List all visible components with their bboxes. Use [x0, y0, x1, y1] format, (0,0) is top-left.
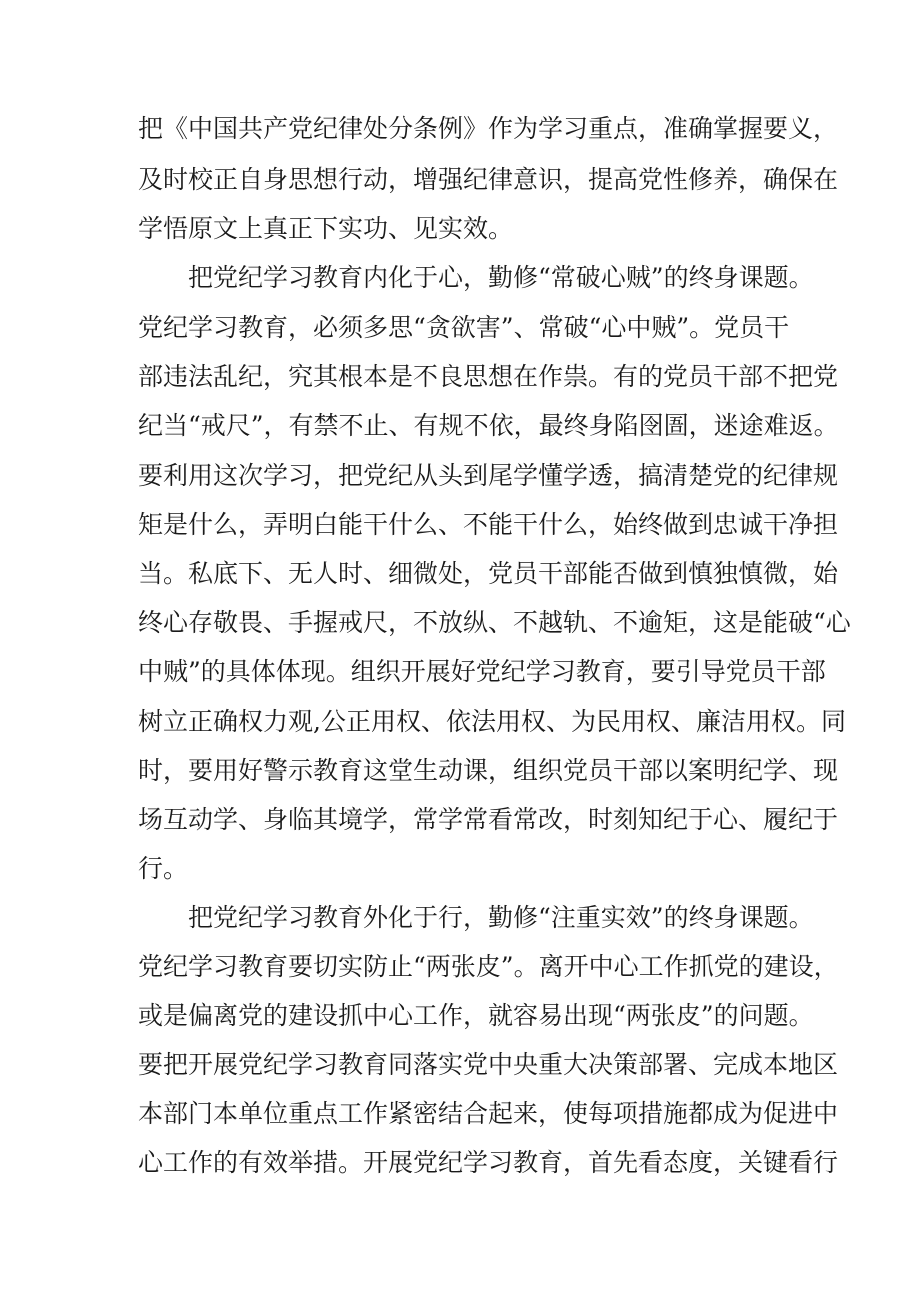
text-line: 及时校正自身思想行动，增强纪律意识，提高党性修养，确保在 — [138, 165, 839, 194]
text-line: 行。 — [138, 854, 189, 883]
text-line: 把《中国共产党纪律处分条例》作为学习重点，准确掌握要义， — [138, 114, 839, 143]
text-line: 要利用这次学习，把党纪从头到尾学懂学透，搞清楚党的纪律规 — [138, 461, 839, 490]
text-line: 部违法乱纪，究其根本是不良思想在作祟。有的党员干部不把党 — [138, 362, 839, 391]
text-line: 纪当“戒尺”，有禁不止、有规不依，最终身陷囹圄，迷途难返。 — [138, 411, 839, 440]
text-line: 党纪学习教育，必须多思“贪欲害”、常破“心中贼”。党员干 — [138, 313, 790, 342]
text-line: 心工作的有效举措。开展党纪学习教育，首先看态度，关键看行 — [138, 1148, 839, 1177]
text-line: 终心存敬畏、手握戒尺，不放纵、不越轨、不逾矩，这是能破“心 — [138, 608, 851, 637]
text-line: 树立正确权力观,公正用权、依法用权、为民用权、廉洁用权。同 — [138, 707, 846, 736]
text-line: 当。私底下、无人时、细微处，党员干部能否做到慎独慎微，始 — [138, 559, 839, 588]
text-line: 矩是什么，弄明白能干什么、不能干什么，始终做到忠诚干净担 — [138, 510, 839, 539]
text-line: 要把开展党纪学习教育同落实党中央重大决策部署、完成本地区 — [138, 1050, 839, 1079]
text-line: 学悟原文上真正下实功、见实效。 — [138, 214, 514, 243]
text-line: 本部门本单位重点工作紧密结合起来，使每项措施都成为促进中 — [138, 1099, 839, 1128]
text-line: 或是偏离党的建设抓中心工作，就容易出现“两张皮”的问题。 — [138, 1001, 814, 1030]
section-heading-line: 把党纪学习教育外化于行，勤修“注重实效”的终身课题。 — [188, 903, 814, 932]
text-line: 场互动学、身临其境学，常学常看常改，时刻知纪于心、履纪于 — [138, 805, 839, 834]
text-line: 中贼”的具体体现。组织开展好党纪学习教育，要引导党员干部 — [138, 657, 826, 686]
section-heading-line: 把党纪学习教育内化于心，勤修“常破心贼”的终身课题。 — [188, 263, 814, 292]
text-line: 时，要用好警示教育这堂生动课，组织党员干部以案明纪学、现 — [138, 756, 839, 785]
text-line: 党纪学习教育要切实防止“两张皮”。离开中心工作抓党的建设， — [138, 952, 839, 981]
